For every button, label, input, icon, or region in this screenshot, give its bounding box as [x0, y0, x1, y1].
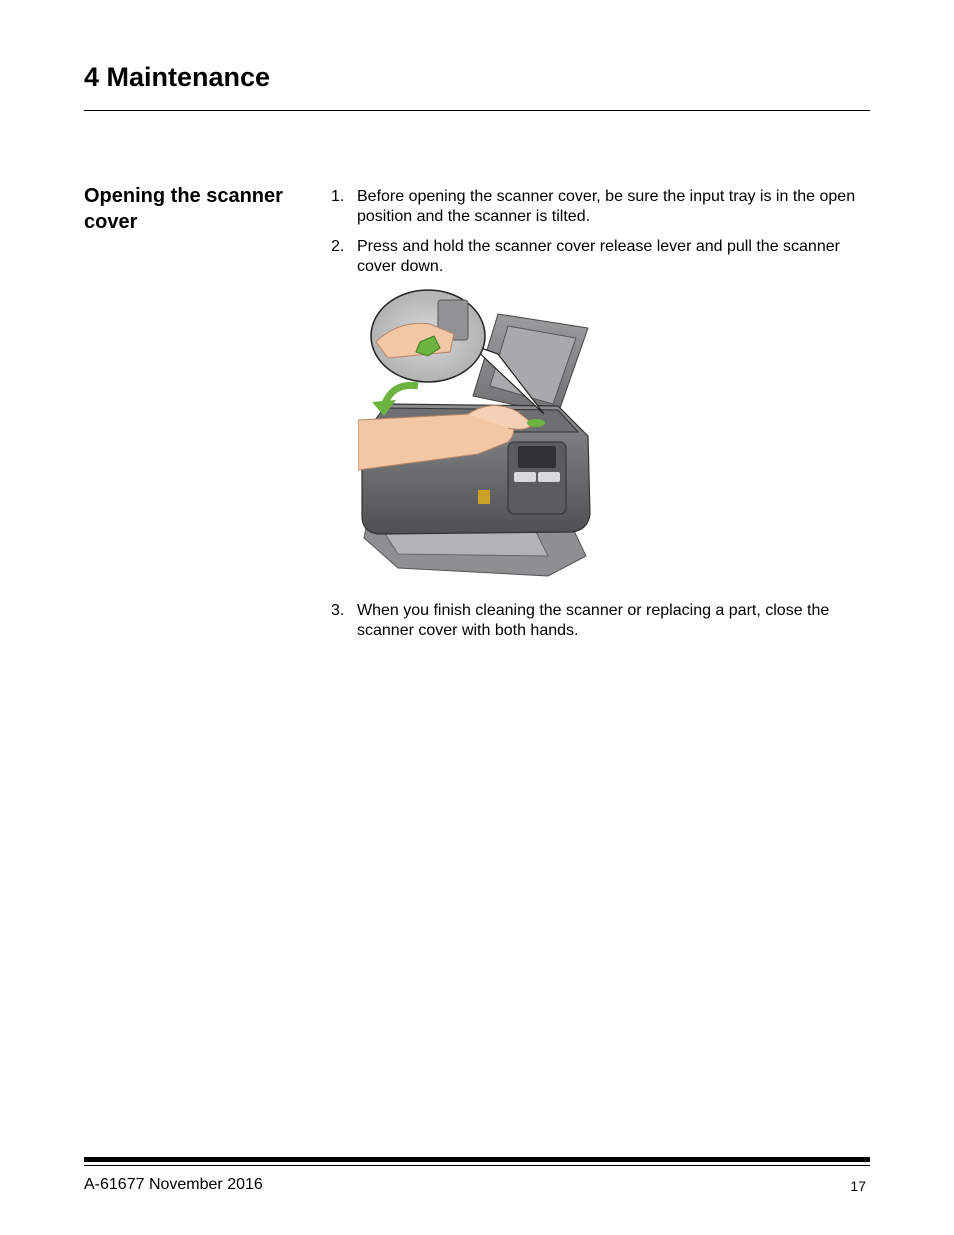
step-number: 2. — [331, 238, 345, 255]
footer-divider — [84, 1157, 870, 1162]
step-1 — [331, 187, 876, 227]
title-divider — [84, 110, 870, 111]
step-number: 3. — [331, 602, 345, 619]
step-number: 1. — [331, 188, 345, 205]
chapter-title: 4 Maintenance — [84, 62, 271, 92]
footer-divider-thin — [84, 1165, 870, 1166]
footer-doc-id: A-61677 November 2016 — [84, 1176, 263, 1193]
section-heading: Opening the scanner cover — [84, 185, 283, 233]
step-text: When you finish cleaning the scanner or replacing a part, close the scanner cover with both hands. — [357, 602, 830, 639]
step-3 — [331, 601, 876, 641]
step-2 — [331, 237, 876, 277]
step-text: Press and hold the scanner cover release lever and pull the scanner cover down. — [357, 238, 840, 275]
scanner-cover-release-illustration — [358, 286, 592, 582]
page-number: 17 — [850, 1178, 866, 1194]
step-text: Before opening the scanner cover, be sure the input tray is in the open position and the scanner is tilted. — [357, 188, 856, 225]
